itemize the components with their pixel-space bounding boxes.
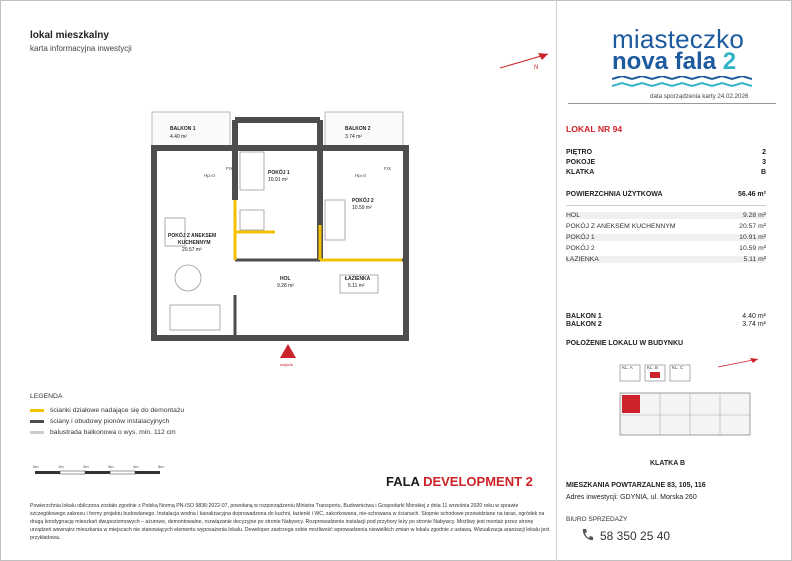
logo-line2 bbox=[612, 48, 736, 76]
room-area: 10.59 m² bbox=[739, 245, 766, 252]
plan-lazienka-area: 5.11 m² bbox=[348, 283, 365, 289]
plan-aneks1: POKÓJ Z ANEKSEM bbox=[168, 233, 217, 239]
legend-label: ścianki działowe nadające się do demontażu bbox=[50, 407, 185, 414]
plan-balkon1-area: 4.40 m² bbox=[170, 134, 187, 140]
room-label: POKÓJ 2 bbox=[566, 245, 595, 252]
klatka-label: KLATKA B bbox=[650, 460, 685, 467]
plan-pokoj1-area: 10.91 m² bbox=[268, 177, 288, 183]
plan-pokoj1: POKÓJ 1 bbox=[268, 170, 290, 176]
usable-area-label: POWIERZCHNIA UŻYTKOWA bbox=[566, 191, 663, 198]
room-label: POKÓJ 1 bbox=[566, 234, 595, 241]
brand-part1: FALA bbox=[386, 474, 424, 489]
scale-label: 4m bbox=[133, 464, 139, 469]
scale-label: 0m bbox=[33, 464, 39, 469]
date-divider bbox=[568, 103, 776, 104]
phone-icon bbox=[580, 528, 594, 542]
plan-hp1: Hp=0 bbox=[204, 173, 215, 178]
scale-label: 1m bbox=[58, 464, 64, 469]
plan-pokoj2-area: 10.59 m² bbox=[352, 205, 372, 211]
north-arrow-icon bbox=[498, 50, 554, 72]
page-subtitle: karta informacyjna inwestycji bbox=[30, 44, 132, 53]
info-row-rooms bbox=[566, 159, 766, 166]
room-row bbox=[566, 245, 766, 252]
legend-swatch bbox=[30, 409, 44, 412]
plan-hp2: Hp=0 bbox=[355, 173, 366, 178]
usable-area-row bbox=[566, 191, 766, 198]
plan-fix2: FIX bbox=[384, 166, 392, 171]
info-label: POKOJE bbox=[566, 159, 596, 166]
room-label: ŁAZIENKA bbox=[566, 256, 599, 263]
balcony-area: 4.40 m² bbox=[742, 313, 766, 320]
lokal-number: LOKAL NR 94 bbox=[566, 124, 623, 134]
balcony-label: BALKON 1 bbox=[566, 313, 602, 320]
plan-pokoj2: POKÓJ 2 bbox=[352, 198, 374, 204]
room-label: POKÓJ Z ANEKSEM KUCHENNYM bbox=[566, 223, 676, 230]
repeated-units: MIESZKANIA POWTARZALNE 83, 105, 116 bbox=[566, 482, 706, 489]
room-area: 5.11 m² bbox=[743, 256, 766, 263]
info-label: KLATKA bbox=[566, 169, 595, 176]
logo-waves-icon bbox=[612, 76, 752, 88]
plan-aneks2: KUCHENNYM bbox=[178, 240, 211, 246]
plan-entry-label: wejście bbox=[280, 362, 294, 367]
klatka-a-label: KL. A bbox=[622, 365, 633, 370]
scale-label: 2m bbox=[83, 464, 89, 469]
klatka-b-label: KL. B bbox=[647, 365, 659, 370]
room-row bbox=[566, 256, 766, 263]
info-row-staircase bbox=[566, 169, 766, 176]
footer-disclaimer: Powierzchnia lokalu obliczona zostało zgodnie z Polską Normą PN-ISO 9836:2022-07, powołaną w rozporządzeniu Ministra Transportu, Budownictwa i Gospodarki Morskiej z dnia 11 września 2020 roku w sprawie szczegółowego zakresu i formy projektu budowlanego. Instalacja wodna i kanalizacyjna doprowadzona do kuchni, łazienki i WC, zakorkowana, nie-schowana w ścianach. Stopnie schodowe przewidziane na taras, ogródek na drugą kondygnację mieszkań dwupoziomowych – ażurowe, demontowalne, rozwiązanie decyzyjne po stronie Nabywcy. Rozprowadzenie instalacji pod przybory leży po stronie Nabywcy. Możliwy jest montaż przez stronę urządzeń wewnątrz mieszkania w miejscach nie stanowiących elementu wyposażenia lokalu. Deweloper zastrzega sobie możliwość wprowadzenia niewielkich zmian w lokalu zgodnie z ustawą. Wizualizacja aranżacji lokalu jest przykładowa. bbox=[30, 503, 550, 541]
room-label: HOL bbox=[566, 212, 580, 219]
info-row-floor bbox=[566, 149, 766, 156]
plan-balkon2: BALKON 2 bbox=[345, 126, 371, 132]
svg-text:N: N bbox=[534, 65, 539, 71]
room-area: 9.28 m² bbox=[742, 212, 766, 219]
position-title: POŁOŻENIE LOKALU W BUDYNKU bbox=[566, 340, 684, 347]
plan-hol-area: 9.28 m² bbox=[277, 283, 294, 289]
logo-line1: miasteczko bbox=[612, 24, 745, 54]
plan-lazienka: ŁAZIENKA bbox=[345, 276, 371, 282]
room-row bbox=[566, 234, 766, 241]
legend-label: ściany i obudowy pionów instalacyjnych bbox=[50, 418, 170, 425]
building-plan bbox=[600, 355, 770, 455]
room-row bbox=[566, 212, 766, 219]
floor-plan bbox=[140, 100, 420, 370]
room-row bbox=[566, 223, 766, 230]
logo-number: 2 bbox=[722, 48, 737, 75]
plan-balkon2-area: 3.74 m² bbox=[345, 134, 362, 140]
info-value: 3 bbox=[762, 159, 766, 166]
info-label: PIĘTRO bbox=[566, 149, 593, 156]
page-title: lokal mieszkalny bbox=[30, 30, 109, 41]
date-label: data sporządzenia karty 24.02.2026 bbox=[650, 93, 749, 100]
room-area: 20.57 m² bbox=[739, 223, 766, 230]
investment-address: Adres inwestycji: GDYNIA, ul. Morska 260 bbox=[566, 494, 697, 501]
phone-number[interactable]: 58 350 25 40 bbox=[600, 529, 671, 543]
room-area: 10.91 m² bbox=[739, 234, 766, 241]
separator bbox=[566, 205, 766, 206]
legend-swatch bbox=[30, 431, 44, 434]
legend-swatch bbox=[30, 420, 44, 423]
plan-balkon1: BALKON 1 bbox=[170, 126, 196, 132]
usable-area-value: 56.46 m² bbox=[737, 191, 766, 198]
plan-hol: HOL bbox=[280, 276, 291, 282]
balcony-row bbox=[566, 313, 766, 320]
logo-text: nova fala bbox=[612, 48, 717, 75]
info-value: 2 bbox=[762, 149, 766, 156]
balcony-row bbox=[566, 321, 766, 328]
developer-brand bbox=[386, 474, 533, 489]
plan-aneks-area: 20.57 m² bbox=[182, 247, 202, 253]
info-value: B bbox=[760, 169, 766, 176]
legend-label: balustrada balkonowa o wys. min. 112 cm bbox=[50, 429, 176, 436]
scale-label: 3m bbox=[108, 464, 114, 469]
balcony-label: BALKON 2 bbox=[566, 321, 602, 328]
brand-part2: DEVELOPMENT 2 bbox=[423, 474, 533, 489]
klatka-c-label: KL. C bbox=[672, 365, 684, 370]
scale-label: 5m bbox=[158, 464, 164, 469]
balcony-area: 3.74 m² bbox=[742, 321, 766, 328]
plan-fix1: FIX bbox=[226, 166, 234, 171]
column-divider bbox=[556, 0, 557, 561]
sales-office-label: BIURO SPRZEDAŻY bbox=[566, 516, 628, 523]
legend-title: LEGENDA bbox=[30, 393, 63, 400]
scale-bar bbox=[30, 462, 180, 480]
